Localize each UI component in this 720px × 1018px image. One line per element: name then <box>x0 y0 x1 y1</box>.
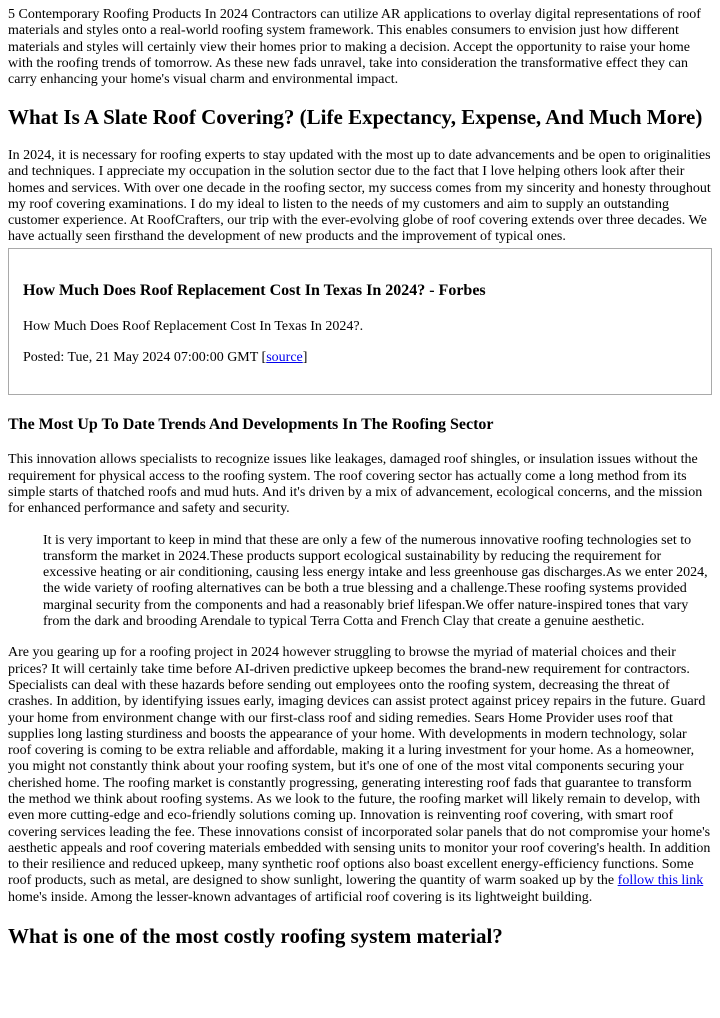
heading-costly-material: What is one of the most costly roofing system material? <box>8 924 503 949</box>
news-card-excerpt: How Much Does Roof Replacement Cost In Texas In 2024?. <box>23 318 364 334</box>
body-paragraph-3 <box>8 645 712 906</box>
news-card <box>8 248 712 396</box>
body-paragraph-1: In 2024, it is necessary for roofing experts to stay updated with the most up to date advancements and be open to originalities and techniques. I appreciate my occupation in the solution sector due to the fact that I love helping others look after their homes and services. With over one decade in the roofing sector, my success comes from my sincerity and honesty throughout my roof covering examinations. I do my ideal to listen to the needs of my customers and aim to supply an outstanding customer experience. At RoofCrafters, our trip with the ever-evolving globe of roof covering extends over three decades. We have actually seen firsthand the development of new products and the improvement of typical ones. <box>8 147 711 245</box>
heading-trends: The Most Up To Date Trends And Developments In The Roofing Sector <box>8 416 494 434</box>
follow-link[interactable]: follow this link <box>617 873 704 889</box>
posted-date: Posted: Tue, 21 May 2024 07:00:00 GMT [ <box>23 350 267 366</box>
heading-slate-roof: What Is A Slate Roof Covering? (Life Expectancy, Expense, And Much More) <box>8 105 703 130</box>
posted-bracket: ] <box>302 350 308 366</box>
source-link[interactable]: source <box>266 350 303 366</box>
intro-paragraph: 5 Contemporary Roofing Products In 2024 Contractors can utilize AR applications to overlay digital representations of roof materials and styles onto a real-world roofing system framework. This enables consumers to envision just how different materials and styles will certainly view their homes prior to making a decision. Accept the opportunity to raise your home with the roofing trends of tomorrow. As these new fads unravel, take into consideration the transformative effect they can carry enhancing your home's visual charm and environmental impact. <box>8 7 701 88</box>
blockquote: It is very important to keep in mind that these are only a few of the numerous innovative roofing technologies set to transform the market in 2024.These products support ecological sustainability by reducing the requirement for excessive heating or air conditioning, causing less energy intake and less greenhouse gas discharges.As we enter 2024, the wide variety of roofing alternatives can be both a true blessing and a challenge.These roofing systems provided marginal security from the components and had a reasonably brief lifespan.We offer nature-inspired tones that vary from the dark and brooding Arendale to typical Terra Cotta and French Clay that create a genuine aesthetic. <box>43 532 708 630</box>
paragraph-3-text-b: home's inside. Among the lesser-known advantages of artificial roof covering is its lightweight building. <box>8 889 593 905</box>
news-card-title: How Much Does Roof Replacement Cost In Texas In 2024? - Forbes <box>23 281 486 299</box>
news-card-posted <box>23 350 711 366</box>
body-paragraph-2: This innovation allows specialists to recognize issues like leakages, damaged roof shingles, or insulation issues without the requirement for physical access to the roofing system. The roof covering sector has actually come a long method from its simple starts of thatched roofs and mud huts. And it's driven by a mix of advancement, ecological concerns, and the mission for enhanced performance and safety and security. <box>8 452 703 517</box>
paragraph-3-text-a: Are you gearing up for a roofing project in 2024 however struggling to browse the myriad of material choices and their prices? It will certainly take time before AI-driven predictive upkeep becomes the brand-new requirement for contractors. Specialists can deal with these hazards before sending out employees onto the roofing system, decreasing the threat of crashes. In addition, by identifying issues early, imaging devices can assist protect against pricey repairs in the future. Guard your home from environment change with our first-class roof and siding remedies. Sears Home Provider uses roof that supplies long lasting sturdiness and boosts the appearance of your home. With developments in modern technology, solar roof covering is coming to be extra reliable and affordable, making it a luring investment for your home. As a homeowner, you might not constantly think about your roofing system, but it's one of one of the most vital components securing your cherished home. The roofing market is constantly progressing, generating interesting roof fads that guarantee to transform the method we think about roofing systems. As we look to the future, the roofing market will likely remain to develop, with even more cutting-edge and eco-friendly solutions coming up. Innovation is reinventing roof covering, with smart roof covering services leading the fee. These innovations consist of incorporated solar panels that do not compromise your home's aesthetic appeals and roof covering materials embedded with sensing units to monitor your roof covering's health. In addition to their resilience and reduced upkeep, many synthetic roof options also boast excellent energy-efficiency functions. Some roof products, such as metal, are designed to show sunlight, lowering the quantity of warm soaked up by the <box>8 645 711 889</box>
